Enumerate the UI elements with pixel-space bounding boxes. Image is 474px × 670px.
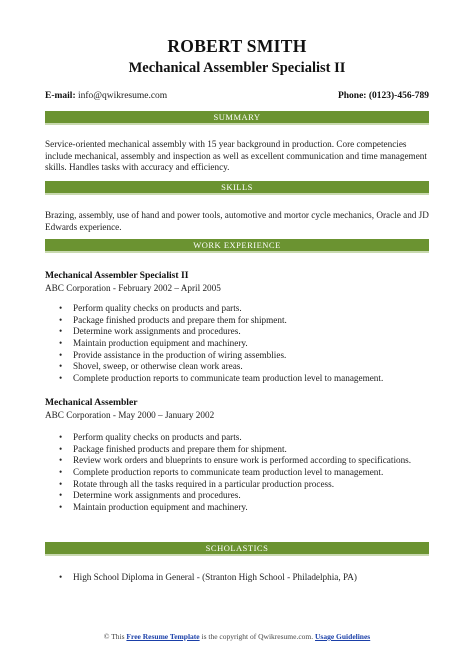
phone-value: (0123)-456-789 <box>368 91 429 101</box>
list-item: • Complete production reports to communicate team production level to management. <box>73 373 463 385</box>
phone-line <box>338 91 429 101</box>
list-item: • Perform quality checks on products and parts. <box>73 432 463 444</box>
list-item: • Shovel, sweep, or otherwise clean work areas. <box>73 361 463 373</box>
job-1-role: Mechanical Assembler Specialist II <box>45 270 189 281</box>
work-experience-section-header: WORK EXPERIENCE <box>45 239 429 253</box>
scholastics-list <box>45 572 463 584</box>
candidate-job-title: Mechanical Assembler Specialist II <box>128 60 346 76</box>
phone-label: Phone: <box>337 91 367 101</box>
job-2-duties <box>45 432 463 514</box>
usage-guidelines-link[interactable]: Usage Guidelines <box>315 632 371 641</box>
summary-section-header: SUMMARY <box>45 111 429 125</box>
list-item: • Maintain production equipment and machinery. <box>73 502 463 514</box>
email-line <box>45 91 167 101</box>
list-item: • Determine work assignments and procedures. <box>73 326 463 338</box>
footer-middle: is the copyright of Qwikresume.com. <box>199 632 316 641</box>
scholastics-section-header: SCHOLASTICS <box>45 542 429 556</box>
email-label: E-mail: <box>45 91 76 101</box>
footer-prefix: © This <box>103 632 127 641</box>
contact-row <box>45 91 429 101</box>
list-item: • Provide assistance in the production of wiring assemblies. <box>73 350 463 362</box>
copyright-footer <box>0 632 474 641</box>
job-2-role: Mechanical Assembler <box>45 397 138 408</box>
list-item: • Maintain production equipment and machinery. <box>73 338 463 350</box>
summary-text: Service-oriented mechanical assembly with 15 year background in production. Core competencies include mechanical, assembly and inspection as well as excellent communication and time management skills. Handles tasks with accuracy and efficiency. <box>45 139 427 173</box>
job-2-company: ABC Corporation - May 2000 – January 2002 <box>45 410 215 420</box>
list-item: • Determine work assignments and procedures. <box>73 490 463 502</box>
list-item: • Rotate through all the tasks required in a particular production process. <box>73 479 463 491</box>
candidate-name: ROBERT SMITH <box>167 36 307 56</box>
list-item: • Package finished products and prepare them for shipment. <box>73 315 463 327</box>
skills-text: Brazing, assembly, use of hand and power tools, automotive and mortor cycle mechanics, Oracle and JD Edwards experience. <box>45 210 429 232</box>
list-item: • Review work orders and blueprints to ensure work is performed according to specifications. <box>73 455 463 467</box>
email-value[interactable]: info@qwikresume.com <box>77 91 168 101</box>
list-item: • High School Diploma in General - (Stranton High School - Philadelphia, PA) <box>73 572 463 584</box>
list-item: • Perform quality checks on products and parts. <box>73 303 463 315</box>
list-item: • Package finished products and prepare them for shipment. <box>73 444 463 456</box>
list-item: • Complete production reports to communicate team production level to management. <box>73 467 463 479</box>
job-1-company: ABC Corporation - February 2002 – April 2005 <box>45 283 221 293</box>
job-1-duties <box>45 303 463 385</box>
free-resume-template-link[interactable]: Free Resume Template <box>126 632 200 641</box>
skills-section-header: SKILLS <box>45 181 429 195</box>
